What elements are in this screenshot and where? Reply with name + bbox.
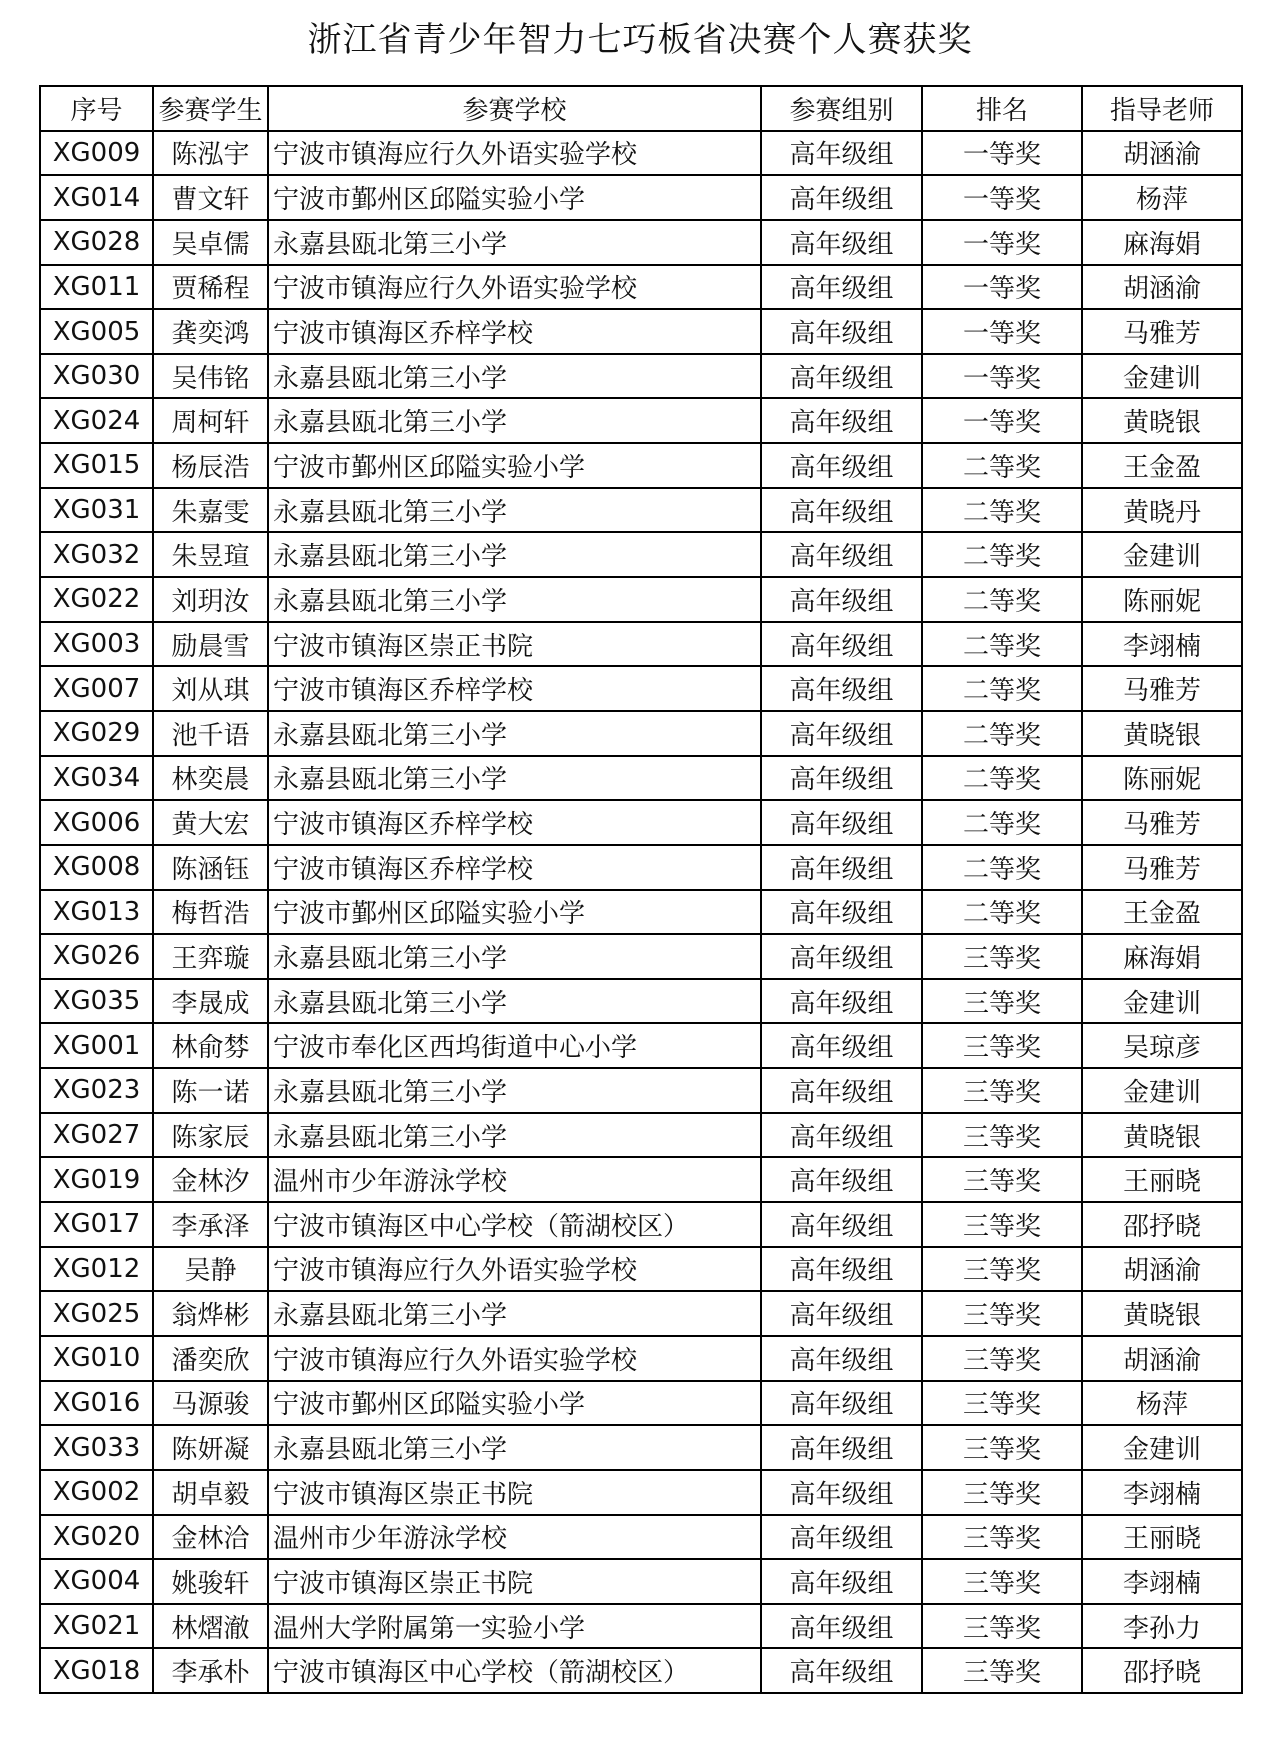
- rank-cell: 一等奖: [922, 175, 1082, 220]
- id-cell: XG014: [40, 175, 153, 220]
- school-cell: 宁波市镇海应行久外语实验学校: [268, 265, 761, 310]
- school-cell: 永嘉县瓯北第三小学: [268, 979, 761, 1024]
- rank-cell: 三等奖: [922, 1291, 1082, 1336]
- group-cell: 高年级组: [761, 1604, 922, 1649]
- rank-cell: 三等奖: [922, 1113, 1082, 1158]
- id-cell: XG006: [40, 800, 153, 845]
- rank-cell: 三等奖: [922, 1604, 1082, 1649]
- rank-cell: 二等奖: [922, 845, 1082, 890]
- table-row: [40, 1157, 1242, 1202]
- table-row: [40, 890, 1242, 935]
- id-cell: XG025: [40, 1291, 153, 1336]
- school-cell: 宁波市镇海区乔梓学校: [268, 800, 761, 845]
- group-cell: 高年级组: [761, 1023, 922, 1068]
- student-cell: 马源骏: [153, 1381, 268, 1426]
- id-cell: XG002: [40, 1470, 153, 1515]
- teacher-cell: 邵抒晓: [1082, 1202, 1242, 1247]
- school-cell: 宁波市镇海区中心学校（箭湖校区）: [268, 1202, 761, 1247]
- table-row: [40, 220, 1242, 265]
- group-cell: 高年级组: [761, 1291, 922, 1336]
- school-cell: 永嘉县瓯北第三小学: [268, 1113, 761, 1158]
- rank-cell: 二等奖: [922, 443, 1082, 488]
- school-cell: 永嘉县瓯北第三小学: [268, 354, 761, 399]
- rank-cell: 三等奖: [922, 1559, 1082, 1604]
- school-cell: 永嘉县瓯北第三小学: [268, 220, 761, 265]
- group-cell: 高年级组: [761, 800, 922, 845]
- table-row: [40, 309, 1242, 354]
- teacher-cell: 王丽晓: [1082, 1515, 1242, 1560]
- rank-cell: 三等奖: [922, 1336, 1082, 1381]
- school-cell: 温州市少年游泳学校: [268, 1515, 761, 1560]
- group-cell: 高年级组: [761, 1515, 922, 1560]
- group-cell: 高年级组: [761, 1068, 922, 1113]
- rank-cell: 三等奖: [922, 1202, 1082, 1247]
- student-cell: 林奕晨: [153, 756, 268, 801]
- teacher-cell: 胡涵渝: [1082, 1336, 1242, 1381]
- group-cell: 高年级组: [761, 1648, 922, 1693]
- school-cell: 宁波市镇海应行久外语实验学校: [268, 1247, 761, 1292]
- rank-cell: 一等奖: [922, 354, 1082, 399]
- teacher-cell: 金建训: [1082, 1425, 1242, 1470]
- rank-cell: 三等奖: [922, 1068, 1082, 1113]
- rank-cell: 二等奖: [922, 488, 1082, 533]
- id-cell: XG003: [40, 622, 153, 667]
- id-cell: XG035: [40, 979, 153, 1024]
- id-cell: XG010: [40, 1336, 153, 1381]
- table-row: [40, 265, 1242, 310]
- teacher-cell: 胡涵渝: [1082, 131, 1242, 176]
- id-cell: XG028: [40, 220, 153, 265]
- teacher-cell: 陈丽妮: [1082, 756, 1242, 801]
- student-cell: 翁烨彬: [153, 1291, 268, 1336]
- id-cell: XG009: [40, 131, 153, 176]
- id-cell: XG023: [40, 1068, 153, 1113]
- school-cell: 温州大学附属第一实验小学: [268, 1604, 761, 1649]
- rank-cell: 一等奖: [922, 398, 1082, 443]
- group-cell: 高年级组: [761, 265, 922, 310]
- table-row: [40, 131, 1242, 176]
- school-cell: 宁波市奉化区西坞街道中心小学: [268, 1023, 761, 1068]
- id-cell: XG022: [40, 577, 153, 622]
- table-row: [40, 1291, 1242, 1336]
- table-row: [40, 934, 1242, 979]
- table-row: [40, 1202, 1242, 1247]
- student-cell: 吴伟铭: [153, 354, 268, 399]
- id-cell: XG017: [40, 1202, 153, 1247]
- student-cell: 池千语: [153, 711, 268, 756]
- table-row: [40, 532, 1242, 577]
- table-row: [40, 1247, 1242, 1292]
- group-cell: 高年级组: [761, 309, 922, 354]
- student-cell: 王弈璇: [153, 934, 268, 979]
- rank-cell: 一等奖: [922, 265, 1082, 310]
- rank-cell: 一等奖: [922, 131, 1082, 176]
- page-title: 浙江省青少年智力七巧板省决赛个人赛获奖: [307, 20, 973, 60]
- table-row: [40, 711, 1242, 756]
- rank-cell: 二等奖: [922, 756, 1082, 801]
- group-cell: 高年级组: [761, 131, 922, 176]
- school-cell: 宁波市鄞州区邱隘实验小学: [268, 890, 761, 935]
- id-cell: XG011: [40, 265, 153, 310]
- group-cell: 高年级组: [761, 666, 922, 711]
- group-cell: 高年级组: [761, 1336, 922, 1381]
- id-cell: XG026: [40, 934, 153, 979]
- school-cell: 永嘉县瓯北第三小学: [268, 398, 761, 443]
- id-cell: XG032: [40, 532, 153, 577]
- table-row: [40, 1470, 1242, 1515]
- id-cell: XG027: [40, 1113, 153, 1158]
- rank-cell: 三等奖: [922, 1157, 1082, 1202]
- rank-cell: 三等奖: [922, 1515, 1082, 1560]
- group-cell: 高年级组: [761, 1247, 922, 1292]
- group-cell: 高年级组: [761, 443, 922, 488]
- school-cell: 宁波市镇海区乔梓学校: [268, 309, 761, 354]
- rank-cell: 二等奖: [922, 622, 1082, 667]
- rank-cell: 二等奖: [922, 666, 1082, 711]
- teacher-cell: 麻海娟: [1082, 220, 1242, 265]
- id-cell: XG018: [40, 1648, 153, 1693]
- rank-cell: 二等奖: [922, 532, 1082, 577]
- school-cell: 永嘉县瓯北第三小学: [268, 532, 761, 577]
- school-cell: 温州市少年游泳学校: [268, 1157, 761, 1202]
- teacher-cell: 王丽晓: [1082, 1157, 1242, 1202]
- school-cell: 永嘉县瓯北第三小学: [268, 1291, 761, 1336]
- student-cell: 李承泽: [153, 1202, 268, 1247]
- teacher-cell: 麻海娟: [1082, 934, 1242, 979]
- id-cell: XG019: [40, 1157, 153, 1202]
- rank-cell: 三等奖: [922, 1470, 1082, 1515]
- student-cell: 陈泓宇: [153, 131, 268, 176]
- student-cell: 朱昱瑄: [153, 532, 268, 577]
- student-cell: 潘奕欣: [153, 1336, 268, 1381]
- student-cell: 李晟成: [153, 979, 268, 1024]
- teacher-cell: 邵抒晓: [1082, 1648, 1242, 1693]
- table-row: [40, 1604, 1242, 1649]
- id-cell: XG007: [40, 666, 153, 711]
- school-cell: 永嘉县瓯北第三小学: [268, 711, 761, 756]
- group-cell: 高年级组: [761, 934, 922, 979]
- id-cell: XG020: [40, 1515, 153, 1560]
- student-cell: 姚骏轩: [153, 1559, 268, 1604]
- teacher-cell: 胡涵渝: [1082, 265, 1242, 310]
- group-cell: 高年级组: [761, 1113, 922, 1158]
- awards-table: [39, 85, 1243, 1694]
- rank-cell: 三等奖: [922, 1247, 1082, 1292]
- student-cell: 梅哲浩: [153, 890, 268, 935]
- rank-cell: 三等奖: [922, 1023, 1082, 1068]
- group-cell: 高年级组: [761, 1425, 922, 1470]
- column-header-group: 参赛组别: [761, 86, 922, 131]
- group-cell: 高年级组: [761, 622, 922, 667]
- student-cell: 周柯轩: [153, 398, 268, 443]
- table-row: [40, 1023, 1242, 1068]
- id-cell: XG034: [40, 756, 153, 801]
- teacher-cell: 黄晓银: [1082, 398, 1242, 443]
- student-cell: 龚奕鸿: [153, 309, 268, 354]
- rank-cell: 一等奖: [922, 220, 1082, 265]
- school-cell: 宁波市镇海区崇正书院: [268, 622, 761, 667]
- table-row: [40, 443, 1242, 488]
- student-cell: 陈妍凝: [153, 1425, 268, 1470]
- group-cell: 高年级组: [761, 979, 922, 1024]
- teacher-cell: 马雅芳: [1082, 666, 1242, 711]
- table-row: [40, 1515, 1242, 1560]
- table-row: [40, 845, 1242, 890]
- student-cell: 胡卓毅: [153, 1470, 268, 1515]
- group-cell: 高年级组: [761, 354, 922, 399]
- table-row: [40, 1559, 1242, 1604]
- table-row: [40, 1425, 1242, 1470]
- id-cell: XG005: [40, 309, 153, 354]
- school-cell: 永嘉县瓯北第三小学: [268, 577, 761, 622]
- student-cell: 金林洽: [153, 1515, 268, 1560]
- group-cell: 高年级组: [761, 711, 922, 756]
- teacher-cell: 吴琼彦: [1082, 1023, 1242, 1068]
- teacher-cell: 金建训: [1082, 532, 1242, 577]
- teacher-cell: 黄晓银: [1082, 1113, 1242, 1158]
- teacher-cell: 马雅芳: [1082, 800, 1242, 845]
- student-cell: 刘从琪: [153, 666, 268, 711]
- student-cell: 吴卓儒: [153, 220, 268, 265]
- table-row: [40, 488, 1242, 533]
- group-cell: 高年级组: [761, 1470, 922, 1515]
- table-row: [40, 398, 1242, 443]
- school-cell: 永嘉县瓯北第三小学: [268, 488, 761, 533]
- group-cell: 高年级组: [761, 220, 922, 265]
- school-cell: 宁波市镇海区中心学校（箭湖校区）: [268, 1648, 761, 1693]
- student-cell: 黄大宏: [153, 800, 268, 845]
- column-header-id: 序号: [40, 86, 153, 131]
- rank-cell: 三等奖: [922, 979, 1082, 1024]
- student-cell: 金林汐: [153, 1157, 268, 1202]
- teacher-cell: 金建训: [1082, 979, 1242, 1024]
- student-cell: 林熠澈: [153, 1604, 268, 1649]
- id-cell: XG024: [40, 398, 153, 443]
- school-cell: 宁波市鄞州区邱隘实验小学: [268, 175, 761, 220]
- teacher-cell: 马雅芳: [1082, 845, 1242, 890]
- teacher-cell: 金建训: [1082, 354, 1242, 399]
- school-cell: 永嘉县瓯北第三小学: [268, 756, 761, 801]
- school-cell: 宁波市鄞州区邱隘实验小学: [268, 1381, 761, 1426]
- teacher-cell: 王金盈: [1082, 890, 1242, 935]
- rank-cell: 一等奖: [922, 309, 1082, 354]
- table-header-row: [40, 86, 1242, 131]
- student-cell: 杨辰浩: [153, 443, 268, 488]
- table-row: [40, 622, 1242, 667]
- student-cell: 朱嘉雯: [153, 488, 268, 533]
- teacher-cell: 李孙力: [1082, 1604, 1242, 1649]
- id-cell: XG013: [40, 890, 153, 935]
- rank-cell: 二等奖: [922, 800, 1082, 845]
- id-cell: XG016: [40, 1381, 153, 1426]
- id-cell: XG008: [40, 845, 153, 890]
- rank-cell: 二等奖: [922, 711, 1082, 756]
- table-row: [40, 1381, 1242, 1426]
- group-cell: 高年级组: [761, 488, 922, 533]
- group-cell: 高年级组: [761, 1157, 922, 1202]
- school-cell: 永嘉县瓯北第三小学: [268, 1068, 761, 1113]
- table-row: [40, 175, 1242, 220]
- teacher-cell: 胡涵渝: [1082, 1247, 1242, 1292]
- id-cell: XG015: [40, 443, 153, 488]
- teacher-cell: 李翊楠: [1082, 1559, 1242, 1604]
- id-cell: XG029: [40, 711, 153, 756]
- student-cell: 励晨雪: [153, 622, 268, 667]
- teacher-cell: 黄晓银: [1082, 711, 1242, 756]
- school-cell: 宁波市镇海应行久外语实验学校: [268, 131, 761, 176]
- table-row: [40, 666, 1242, 711]
- student-cell: 贾稀程: [153, 265, 268, 310]
- table-row: [40, 1336, 1242, 1381]
- group-cell: 高年级组: [761, 1559, 922, 1604]
- teacher-cell: 王金盈: [1082, 443, 1242, 488]
- table-row: [40, 1648, 1242, 1693]
- rank-cell: 三等奖: [922, 934, 1082, 979]
- table-row: [40, 1068, 1242, 1113]
- id-cell: XG021: [40, 1604, 153, 1649]
- group-cell: 高年级组: [761, 1202, 922, 1247]
- school-cell: 宁波市镇海区乔梓学校: [268, 845, 761, 890]
- student-cell: 刘玥汝: [153, 577, 268, 622]
- student-cell: 李承朴: [153, 1648, 268, 1693]
- teacher-cell: 李翊楠: [1082, 622, 1242, 667]
- id-cell: XG001: [40, 1023, 153, 1068]
- column-header-teacher: 指导老师: [1082, 86, 1242, 131]
- column-header-rank: 排名: [922, 86, 1082, 131]
- student-cell: 陈一诺: [153, 1068, 268, 1113]
- rank-cell: 二等奖: [922, 577, 1082, 622]
- school-cell: 永嘉县瓯北第三小学: [268, 934, 761, 979]
- table-row: [40, 1113, 1242, 1158]
- group-cell: 高年级组: [761, 845, 922, 890]
- table-row: [40, 577, 1242, 622]
- teacher-cell: 马雅芳: [1082, 309, 1242, 354]
- id-cell: XG031: [40, 488, 153, 533]
- rank-cell: 三等奖: [922, 1648, 1082, 1693]
- group-cell: 高年级组: [761, 890, 922, 935]
- id-cell: XG033: [40, 1425, 153, 1470]
- group-cell: 高年级组: [761, 532, 922, 577]
- group-cell: 高年级组: [761, 1381, 922, 1426]
- table-row: [40, 756, 1242, 801]
- school-cell: 宁波市镇海区乔梓学校: [268, 666, 761, 711]
- column-header-school: 参赛学校: [268, 86, 761, 131]
- school-cell: 宁波市鄞州区邱隘实验小学: [268, 443, 761, 488]
- teacher-cell: 李翊楠: [1082, 1470, 1242, 1515]
- column-header-student: 参赛学生: [153, 86, 268, 131]
- rank-cell: 二等奖: [922, 890, 1082, 935]
- school-cell: 宁波市镇海区崇正书院: [268, 1559, 761, 1604]
- student-cell: 吴静: [153, 1247, 268, 1292]
- student-cell: 陈涵钰: [153, 845, 268, 890]
- teacher-cell: 黄晓丹: [1082, 488, 1242, 533]
- group-cell: 高年级组: [761, 175, 922, 220]
- id-cell: XG030: [40, 354, 153, 399]
- table-row: [40, 800, 1242, 845]
- teacher-cell: 杨萍: [1082, 1381, 1242, 1426]
- school-cell: 永嘉县瓯北第三小学: [268, 1425, 761, 1470]
- teacher-cell: 金建训: [1082, 1068, 1242, 1113]
- student-cell: 曹文轩: [153, 175, 268, 220]
- rank-cell: 三等奖: [922, 1425, 1082, 1470]
- student-cell: 陈家辰: [153, 1113, 268, 1158]
- group-cell: 高年级组: [761, 398, 922, 443]
- group-cell: 高年级组: [761, 756, 922, 801]
- student-cell: 林俞棼: [153, 1023, 268, 1068]
- teacher-cell: 杨萍: [1082, 175, 1242, 220]
- group-cell: 高年级组: [761, 577, 922, 622]
- id-cell: XG012: [40, 1247, 153, 1292]
- school-cell: 宁波市镇海应行久外语实验学校: [268, 1336, 761, 1381]
- rank-cell: 三等奖: [922, 1381, 1082, 1426]
- teacher-cell: 黄晓银: [1082, 1291, 1242, 1336]
- school-cell: 宁波市镇海区崇正书院: [268, 1470, 761, 1515]
- id-cell: XG004: [40, 1559, 153, 1604]
- table-row: [40, 979, 1242, 1024]
- table-row: [40, 354, 1242, 399]
- teacher-cell: 陈丽妮: [1082, 577, 1242, 622]
